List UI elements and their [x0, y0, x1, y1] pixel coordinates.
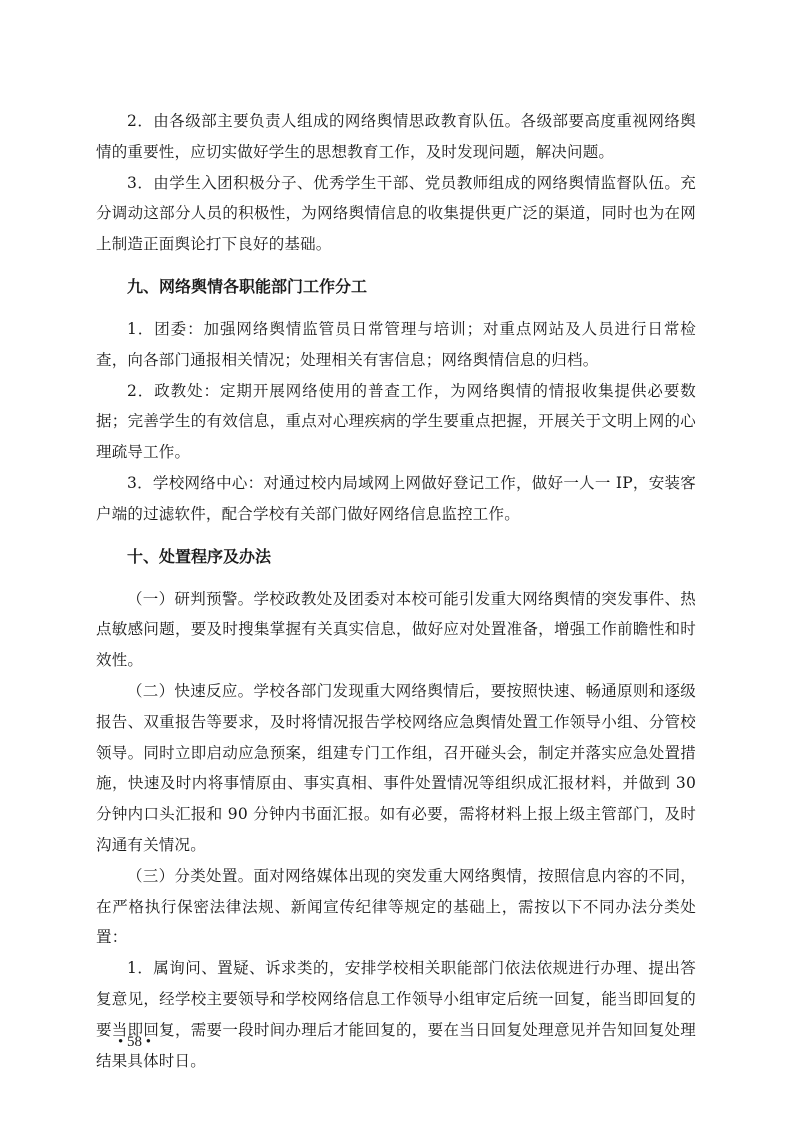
document-body: [96, 106, 696, 1076]
section-heading-ten: 十、处置程序及办法: [127, 546, 272, 566]
paragraph-duty-1: 1．团委：加强网络舆情监管员日常管理与培训；对重点网站及人员进行日常检查，向各部门通报相关情况；处理相关有害信息；网络舆情信息的归档。: [96, 319, 696, 369]
paragraph-procedure-2: （二）快速反应。学校各部门发现重大网络舆情后，要按照快速、畅通原则和逐级报告、双重报告等要求，及时将情况报告学校网络应急舆情处置工作领导小组、分管校领导。同时立即启动应急预案，组建专门工作组，召开碰头会，制定并落实应急处置措施，快速及时内将事情原由、事实真相、事件处置情况等组织成汇报材料，并做到 30 分钟内口头汇报和 90 分钟内书面汇报。如有必要，需将材料上报上级主管部门，及时沟通有关情况。: [96, 681, 696, 854]
paragraph-duty-2: 2．政教处：定期开展网络使用的普查工作，为网络舆情的情报收集提供必要数据；完善学生的有效信息，重点对心理疾病的学生要重点把握，开展关于文明上网的心理疏导工作。: [96, 381, 696, 462]
paragraph-team-3: 3．由学生入团积极分子、优秀学生干部、党员教师组成的网络舆情监督队伍。充分调动这部分人员的积极性，为网络舆情信息的收集提供更广泛的渠道，同时也为在网上制造正面舆论打下良好的基础。: [96, 173, 696, 254]
page-number: • 58 •: [118, 1034, 152, 1050]
paragraph-duty-3: 3．学校网络中心：对通过校内局域网上网做好登记工作，做好一人一 IP，安装客户端的过滤软件，配合学校有关部门做好网络信息监控工作。: [96, 473, 696, 523]
paragraph-procedure-1: （一）研判预警。学校政教处及团委对本校可能引发重大网络舆情的突发事件、热点敏感问题，要及时搜集掌握有关真实信息，做好应对处置准备，增强工作前瞻性和时效性。: [96, 589, 696, 670]
paragraph-team-2: 2．由各级部主要负责人组成的网络舆情思政教育队伍。各级部要高度重视网络舆情的重要性，应切实做好学生的思想教育工作，及时发现问题，解决问题。: [96, 112, 696, 161]
paragraph-procedure-3-item-1: 1．属询问、置疑、诉求类的，安排学校相关职能部门依法依规进行办理、提出答复意见，经学校主要领导和学校网络信息工作领导小组审定后统一回复，能当即回复的要当即回复，需要一段时间办理后才能回复的，要在当日回复处理意见并告知回复处理结果具体时日。: [96, 959, 696, 1070]
paragraph-procedure-3: （三）分类处置。面对网络媒体出现的突发重大网络舆情，按照信息内容的不同，在严格执行保密法律法规、新闻宣传纪律等规定的基础上，需按以下不同办法分类处置：: [96, 866, 696, 947]
section-heading-nine: 九、网络舆情各职能部门工作分工: [127, 276, 368, 296]
